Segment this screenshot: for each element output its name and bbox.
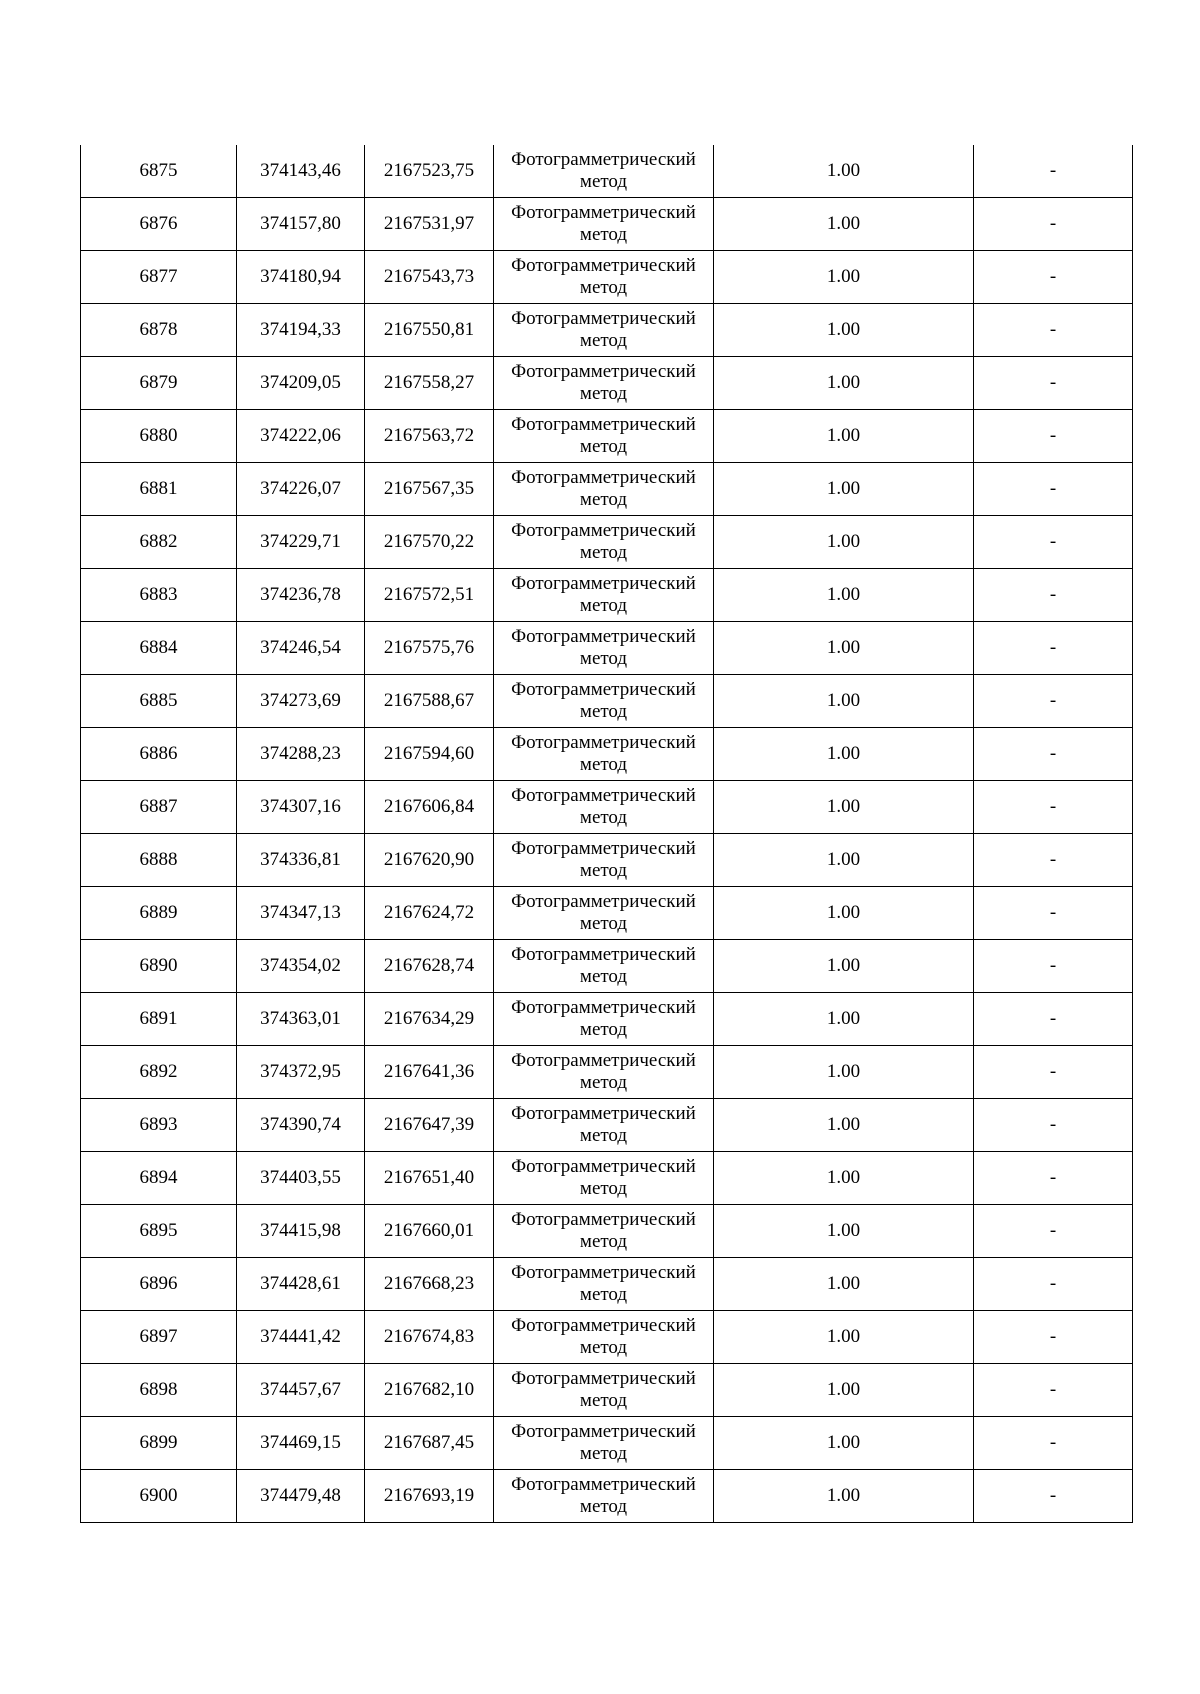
method-cell xyxy=(494,1470,714,1523)
method-text-line-1: Фотограмметрический xyxy=(511,944,696,965)
table-row xyxy=(81,1046,1133,1099)
point-number-cell: 6878 xyxy=(81,304,237,357)
y-coordinate-cell: 2167624,72 xyxy=(365,887,494,940)
method-text-line-1: Фотограмметрический xyxy=(511,1421,696,1442)
table-row xyxy=(81,1311,1133,1364)
method-cell xyxy=(494,1205,714,1258)
method-text-line-1: Фотограмметрический xyxy=(511,308,696,329)
point-number-cell: 6894 xyxy=(81,1152,237,1205)
method-text-line-2: метод xyxy=(579,277,628,298)
accuracy-cell: 1.00 xyxy=(714,940,974,993)
method-text-line-2: метод xyxy=(579,1496,628,1517)
point-number-cell: 6884 xyxy=(81,622,237,675)
table-row xyxy=(81,145,1133,198)
y-coordinate-cell: 2167550,81 xyxy=(365,304,494,357)
note-cell: - xyxy=(974,1152,1133,1205)
table-row xyxy=(81,198,1133,251)
method-text-line-1: Фотограмметрический xyxy=(511,255,696,276)
note-cell: - xyxy=(974,1046,1133,1099)
method-text-line-1: Фотограмметрический xyxy=(511,520,696,541)
method-text-line-1: Фотограмметрический xyxy=(511,1156,696,1177)
method-text-line-2: метод xyxy=(579,1337,628,1358)
note-cell: - xyxy=(974,516,1133,569)
accuracy-cell: 1.00 xyxy=(714,1258,974,1311)
table-row xyxy=(81,516,1133,569)
note-cell: - xyxy=(974,940,1133,993)
method-text-line-1: Фотограмметрический xyxy=(511,679,696,700)
table-row xyxy=(81,993,1133,1046)
note-cell: - xyxy=(974,728,1133,781)
x-coordinate-cell: 374194,33 xyxy=(237,304,365,357)
method-text-line-2: метод xyxy=(579,913,628,934)
method-cell xyxy=(494,675,714,728)
x-coordinate-cell: 374372,95 xyxy=(237,1046,365,1099)
accuracy-cell: 1.00 xyxy=(714,516,974,569)
point-number-cell: 6887 xyxy=(81,781,237,834)
table-row xyxy=(81,887,1133,940)
note-cell: - xyxy=(974,781,1133,834)
accuracy-cell: 1.00 xyxy=(714,1099,974,1152)
x-coordinate-cell: 374428,61 xyxy=(237,1258,365,1311)
y-coordinate-cell: 2167563,72 xyxy=(365,410,494,463)
point-number-cell: 6881 xyxy=(81,463,237,516)
method-cell xyxy=(494,834,714,887)
method-text-line-2: метод xyxy=(579,224,628,245)
method-cell xyxy=(494,304,714,357)
method-cell xyxy=(494,1099,714,1152)
note-cell: - xyxy=(974,304,1133,357)
method-cell xyxy=(494,993,714,1046)
method-text-line-1: Фотограмметрический xyxy=(511,1474,696,1495)
note-cell: - xyxy=(974,1470,1133,1523)
method-text-line-2: метод xyxy=(579,1178,628,1199)
x-coordinate-cell: 374403,55 xyxy=(237,1152,365,1205)
method-text-line-2: метод xyxy=(579,860,628,881)
y-coordinate-cell: 2167523,75 xyxy=(365,145,494,198)
point-number-cell: 6889 xyxy=(81,887,237,940)
method-text-line-2: метод xyxy=(579,1443,628,1464)
note-cell: - xyxy=(974,1205,1133,1258)
point-number-cell: 6897 xyxy=(81,1311,237,1364)
point-number-cell: 6891 xyxy=(81,993,237,1046)
method-text-line-1: Фотограмметрический xyxy=(511,573,696,594)
x-coordinate-cell: 374415,98 xyxy=(237,1205,365,1258)
note-cell: - xyxy=(974,675,1133,728)
method-text-line-1: Фотограмметрический xyxy=(511,467,696,488)
table-row xyxy=(81,569,1133,622)
method-text-line-1: Фотограмметрический xyxy=(511,997,696,1018)
y-coordinate-cell: 2167674,83 xyxy=(365,1311,494,1364)
note-cell: - xyxy=(974,834,1133,887)
accuracy-cell: 1.00 xyxy=(714,1205,974,1258)
y-coordinate-cell: 2167543,73 xyxy=(365,251,494,304)
method-text-line-2: метод xyxy=(579,383,628,404)
y-coordinate-cell: 2167668,23 xyxy=(365,1258,494,1311)
table-row xyxy=(81,1417,1133,1470)
accuracy-cell: 1.00 xyxy=(714,1417,974,1470)
table-row xyxy=(81,622,1133,675)
note-cell: - xyxy=(974,622,1133,675)
note-cell: - xyxy=(974,1364,1133,1417)
accuracy-cell: 1.00 xyxy=(714,622,974,675)
method-text-line-2: метод xyxy=(579,330,628,351)
accuracy-cell: 1.00 xyxy=(714,145,974,198)
table-row xyxy=(81,834,1133,887)
accuracy-cell: 1.00 xyxy=(714,993,974,1046)
y-coordinate-cell: 2167588,67 xyxy=(365,675,494,728)
method-cell xyxy=(494,1046,714,1099)
y-coordinate-cell: 2167570,22 xyxy=(365,516,494,569)
y-coordinate-cell: 2167575,76 xyxy=(365,622,494,675)
table-row xyxy=(81,1099,1133,1152)
coordinates-table-body xyxy=(81,145,1133,1523)
y-coordinate-cell: 2167634,29 xyxy=(365,993,494,1046)
note-cell: - xyxy=(974,1417,1133,1470)
method-cell xyxy=(494,251,714,304)
method-text-line-1: Фотограмметрический xyxy=(511,414,696,435)
coordinates-table xyxy=(80,145,1133,1523)
method-text-line-2: метод xyxy=(579,1390,628,1411)
y-coordinate-cell: 2167660,01 xyxy=(365,1205,494,1258)
accuracy-cell: 1.00 xyxy=(714,887,974,940)
accuracy-cell: 1.00 xyxy=(714,1046,974,1099)
y-coordinate-cell: 2167567,35 xyxy=(365,463,494,516)
point-number-cell: 6892 xyxy=(81,1046,237,1099)
y-coordinate-cell: 2167531,97 xyxy=(365,198,494,251)
accuracy-cell: 1.00 xyxy=(714,357,974,410)
table-row xyxy=(81,463,1133,516)
method-text-line-2: метод xyxy=(579,595,628,616)
method-cell xyxy=(494,781,714,834)
method-text-line-1: Фотограмметрический xyxy=(511,626,696,647)
note-cell: - xyxy=(974,357,1133,410)
accuracy-cell: 1.00 xyxy=(714,834,974,887)
point-number-cell: 6899 xyxy=(81,1417,237,1470)
method-cell xyxy=(494,940,714,993)
table-row xyxy=(81,304,1133,357)
point-number-cell: 6893 xyxy=(81,1099,237,1152)
table-row xyxy=(81,675,1133,728)
table-row xyxy=(81,1364,1133,1417)
accuracy-cell: 1.00 xyxy=(714,304,974,357)
accuracy-cell: 1.00 xyxy=(714,1470,974,1523)
accuracy-cell: 1.00 xyxy=(714,1152,974,1205)
method-text-line-2: метод xyxy=(579,489,628,510)
point-number-cell: 6882 xyxy=(81,516,237,569)
table-row xyxy=(81,940,1133,993)
y-coordinate-cell: 2167558,27 xyxy=(365,357,494,410)
method-text-line-1: Фотограмметрический xyxy=(511,361,696,382)
table-row xyxy=(81,1258,1133,1311)
method-cell xyxy=(494,410,714,463)
x-coordinate-cell: 374441,42 xyxy=(237,1311,365,1364)
method-text-line-2: метод xyxy=(579,754,628,775)
method-text-line-1: Фотограмметрический xyxy=(511,1368,696,1389)
point-number-cell: 6896 xyxy=(81,1258,237,1311)
point-number-cell: 6885 xyxy=(81,675,237,728)
method-text-line-2: метод xyxy=(579,171,628,192)
x-coordinate-cell: 374209,05 xyxy=(237,357,365,410)
method-text-line-2: метод xyxy=(579,701,628,722)
x-coordinate-cell: 374347,13 xyxy=(237,887,365,940)
table-row xyxy=(81,251,1133,304)
table-row xyxy=(81,357,1133,410)
note-cell: - xyxy=(974,198,1133,251)
y-coordinate-cell: 2167572,51 xyxy=(365,569,494,622)
y-coordinate-cell: 2167647,39 xyxy=(365,1099,494,1152)
accuracy-cell: 1.00 xyxy=(714,410,974,463)
y-coordinate-cell: 2167682,10 xyxy=(365,1364,494,1417)
note-cell: - xyxy=(974,993,1133,1046)
y-coordinate-cell: 2167628,74 xyxy=(365,940,494,993)
point-number-cell: 6898 xyxy=(81,1364,237,1417)
method-text-line-1: Фотограмметрический xyxy=(511,785,696,806)
y-coordinate-cell: 2167687,45 xyxy=(365,1417,494,1470)
y-coordinate-cell: 2167620,90 xyxy=(365,834,494,887)
point-number-cell: 6880 xyxy=(81,410,237,463)
table-row xyxy=(81,1470,1133,1523)
x-coordinate-cell: 374143,46 xyxy=(237,145,365,198)
method-text-line-1: Фотограмметрический xyxy=(511,1262,696,1283)
note-cell: - xyxy=(974,1258,1133,1311)
x-coordinate-cell: 374180,94 xyxy=(237,251,365,304)
method-text-line-2: метод xyxy=(579,436,628,457)
accuracy-cell: 1.00 xyxy=(714,675,974,728)
method-text-line-1: Фотограмметрический xyxy=(511,891,696,912)
point-number-cell: 6876 xyxy=(81,198,237,251)
method-text-line-2: метод xyxy=(579,1284,628,1305)
point-number-cell: 6890 xyxy=(81,940,237,993)
y-coordinate-cell: 2167641,36 xyxy=(365,1046,494,1099)
method-cell xyxy=(494,622,714,675)
method-cell xyxy=(494,569,714,622)
note-cell: - xyxy=(974,1311,1133,1364)
accuracy-cell: 1.00 xyxy=(714,251,974,304)
point-number-cell: 6895 xyxy=(81,1205,237,1258)
accuracy-cell: 1.00 xyxy=(714,781,974,834)
note-cell: - xyxy=(974,887,1133,940)
x-coordinate-cell: 374246,54 xyxy=(237,622,365,675)
x-coordinate-cell: 374307,16 xyxy=(237,781,365,834)
note-cell: - xyxy=(974,410,1133,463)
accuracy-cell: 1.00 xyxy=(714,463,974,516)
method-text-line-2: метод xyxy=(579,1019,628,1040)
method-cell xyxy=(494,1152,714,1205)
y-coordinate-cell: 2167693,19 xyxy=(365,1470,494,1523)
table-row xyxy=(81,728,1133,781)
table-row xyxy=(81,410,1133,463)
point-number-cell: 6886 xyxy=(81,728,237,781)
y-coordinate-cell: 2167594,60 xyxy=(365,728,494,781)
point-number-cell: 6875 xyxy=(81,145,237,198)
method-text-line-1: Фотограмметрический xyxy=(511,838,696,859)
x-coordinate-cell: 374288,23 xyxy=(237,728,365,781)
note-cell: - xyxy=(974,463,1133,516)
method-text-line-2: метод xyxy=(579,807,628,828)
accuracy-cell: 1.00 xyxy=(714,198,974,251)
method-cell xyxy=(494,145,714,198)
accuracy-cell: 1.00 xyxy=(714,569,974,622)
point-number-cell: 6888 xyxy=(81,834,237,887)
note-cell: - xyxy=(974,1099,1133,1152)
method-text-line-1: Фотограмметрический xyxy=(511,732,696,753)
y-coordinate-cell: 2167651,40 xyxy=(365,1152,494,1205)
method-cell xyxy=(494,887,714,940)
x-coordinate-cell: 374273,69 xyxy=(237,675,365,728)
method-cell xyxy=(494,357,714,410)
point-number-cell: 6883 xyxy=(81,569,237,622)
x-coordinate-cell: 374226,07 xyxy=(237,463,365,516)
x-coordinate-cell: 374354,02 xyxy=(237,940,365,993)
accuracy-cell: 1.00 xyxy=(714,1364,974,1417)
method-cell xyxy=(494,1364,714,1417)
table-row xyxy=(81,781,1133,834)
method-cell xyxy=(494,1417,714,1470)
table-row xyxy=(81,1152,1133,1205)
table-row xyxy=(81,1205,1133,1258)
x-coordinate-cell: 374157,80 xyxy=(237,198,365,251)
y-coordinate-cell: 2167606,84 xyxy=(365,781,494,834)
method-cell xyxy=(494,198,714,251)
x-coordinate-cell: 374363,01 xyxy=(237,993,365,1046)
x-coordinate-cell: 374229,71 xyxy=(237,516,365,569)
method-cell xyxy=(494,1311,714,1364)
x-coordinate-cell: 374236,78 xyxy=(237,569,365,622)
point-number-cell: 6877 xyxy=(81,251,237,304)
method-text-line-1: Фотограмметрический xyxy=(511,1209,696,1230)
method-cell xyxy=(494,516,714,569)
x-coordinate-cell: 374390,74 xyxy=(237,1099,365,1152)
accuracy-cell: 1.00 xyxy=(714,728,974,781)
point-number-cell: 6879 xyxy=(81,357,237,410)
x-coordinate-cell: 374479,48 xyxy=(237,1470,365,1523)
x-coordinate-cell: 374222,06 xyxy=(237,410,365,463)
method-text-line-2: метод xyxy=(579,966,628,987)
method-text-line-1: Фотограмметрический xyxy=(511,149,696,170)
x-coordinate-cell: 374469,15 xyxy=(237,1417,365,1470)
method-cell xyxy=(494,463,714,516)
method-text-line-2: метод xyxy=(579,1231,628,1252)
method-text-line-2: метод xyxy=(579,1072,628,1093)
x-coordinate-cell: 374457,67 xyxy=(237,1364,365,1417)
method-text-line-2: метод xyxy=(579,648,628,669)
point-number-cell: 6900 xyxy=(81,1470,237,1523)
method-text-line-1: Фотограмметрический xyxy=(511,1315,696,1336)
method-text-line-1: Фотограмметрический xyxy=(511,1050,696,1071)
x-coordinate-cell: 374336,81 xyxy=(237,834,365,887)
method-cell xyxy=(494,1258,714,1311)
method-cell xyxy=(494,728,714,781)
method-text-line-2: метод xyxy=(579,1125,628,1146)
method-text-line-1: Фотограмметрический xyxy=(511,1103,696,1124)
note-cell: - xyxy=(974,251,1133,304)
note-cell: - xyxy=(974,569,1133,622)
note-cell: - xyxy=(974,145,1133,198)
method-text-line-2: метод xyxy=(579,542,628,563)
accuracy-cell: 1.00 xyxy=(714,1311,974,1364)
method-text-line-1: Фотограмметрический xyxy=(511,202,696,223)
